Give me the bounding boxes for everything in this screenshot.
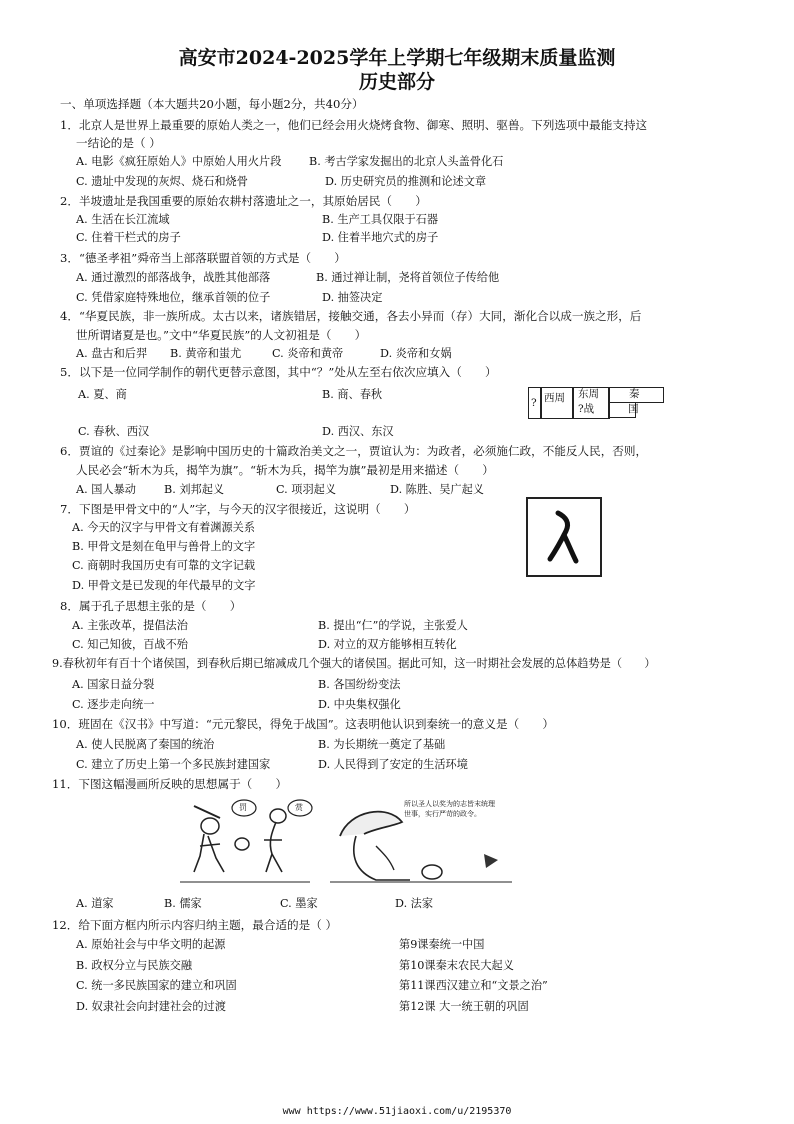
oracle-bone-ren-figure: [526, 497, 602, 577]
q9-option-d: D. 中央集权强化: [318, 698, 401, 711]
q11-option-a: A. 道家: [76, 897, 114, 910]
q4-option-c: C. 炎帝和黄帝: [272, 347, 344, 360]
q1-stem: 1．北京人是世界上最重要的原始人类之一，他们已经会用火烧烤食物、御寒、照明、驱兽。下列选项中最能支持这: [60, 118, 648, 132]
q3-option-c: C. 凭借家庭特殊地位，继承首领的位子: [76, 291, 271, 304]
q8-option-b: B. 提出“仁”的学说，主张爱人: [318, 619, 468, 632]
q11-option-b: B. 儒家: [164, 897, 202, 910]
q3-option-d: D. 抽签决定: [322, 291, 383, 304]
q4-option-b: B. 黄帝和蚩尤: [170, 347, 242, 360]
diagram-zhan-label: ?战: [578, 403, 595, 415]
q2-option-b: B. 生产工具仅限于石器: [322, 213, 439, 226]
legalist-cartoon: [180, 796, 512, 888]
q10-option-d: D. 人民得到了安定的生活环境: [318, 758, 468, 771]
q11-stem: 11．下图这幅漫画所反映的思想属于（ ）: [52, 777, 288, 791]
q8-option-a: A. 主张改革，提倡法治: [72, 619, 188, 632]
q5-option-c: C. 春秋、西汉: [78, 425, 150, 438]
q6-option-a: A. 国人暴动: [76, 483, 136, 496]
q12-stem: 12．给下面方框内所示内容归纳主题，最合适的是（ ）: [52, 918, 338, 932]
cartoon-caption-2: 世事，实行严苛的政令。: [404, 810, 481, 818]
q1-option-c: C. 遗址中发现的灰烬、烧石和烧骨: [76, 175, 248, 188]
q3-option-b: B. 通过禅让制，尧将首领位子传给他: [316, 271, 500, 284]
q1-option-a: A. 电影《疯狂原始人》中原始人用火片段: [76, 155, 282, 168]
diagram-guo-label: 国: [628, 403, 639, 415]
q6-stem-cont: 人民必会“斩木为兵，揭竿为旗”。“斩木为兵，揭竿为旗”最初是用来描述（ ）: [76, 463, 494, 477]
q6-stem: 6．贾谊的《过秦论》是影响中国历史的十篇政治美文之一，贾谊认为：为政者，必须施仁政，不能反人民，否则，: [60, 444, 648, 458]
q5-option-a: A. 夏、商: [78, 388, 127, 401]
q1-option-b: B. 考古学家发掘出的北京人头盖骨化石: [309, 155, 504, 168]
q2-option-a: A. 生活在长江流域: [76, 213, 170, 226]
q12-option-a: A. 原始社会与中华文明的起源: [76, 938, 226, 951]
q6-option-b: B. 刘邦起义: [164, 483, 225, 496]
q10-option-c: C. 建立了历史上第一个多民族封建国家: [76, 758, 271, 771]
oracle-ren-glyph-icon: [528, 499, 600, 575]
q4-option-d: D. 炎帝和女娲: [380, 347, 452, 360]
q12-box-item-3: 第11课西汉建立和“文景之治”: [399, 979, 548, 992]
dynasty-diagram: [528, 387, 663, 419]
q12-option-b: B. 政权分立与民族交融: [76, 959, 193, 972]
q12-box-item-4: 第12课 大一统王朝的巩固: [399, 1000, 529, 1013]
cartoon-caption-1: 所以圣人以奖为的志皆末统理: [404, 800, 495, 808]
q3-option-a: A. 通过激烈的部落战争，战胜其他部落: [76, 271, 271, 284]
q4-option-a: A. 盘古和后羿: [76, 347, 148, 360]
q6-option-d: D. 陈胜、吴广起义: [390, 483, 484, 496]
q6-option-c: C. 项羽起义: [276, 483, 337, 496]
q3-stem: 3．“德圣孝祖”舜帝当上部落联盟首领的方式是（ ）: [60, 251, 346, 265]
q1-stem-cont: 一结论的是（ ）: [76, 136, 161, 150]
q2-option-d: D. 住着半地穴式的房子: [322, 231, 439, 244]
q2-option-c: C. 住着干栏式的房子: [76, 231, 181, 244]
q9-option-b: B. 各国纷纷变法: [318, 678, 401, 691]
q9-option-c: C. 逐步走向统一: [72, 698, 155, 711]
q12-box-item-1: 第9课秦统一中国: [399, 938, 485, 951]
exam-title: 高安市2024-2025学年上学期七年级期末质量监测: [178, 47, 616, 69]
q7-option-a: A. 今天的汉字与甲骨文有着渊源关系: [72, 521, 256, 534]
q2-stem: 2．半坡遗址是我国重要的原始农耕村落遗址之一，其原始居民（ ）: [60, 194, 427, 208]
q7-option-d: D. 甲骨文是已发现的年代最早的文字: [72, 579, 256, 592]
q10-stem: 10．班固在《汉书》中写道：“元元黎民，得免于战国”。这表明他认识到秦统一的意义是（ ）: [52, 717, 554, 731]
q12-option-c: C. 统一多民族国家的建立和巩固: [76, 979, 237, 992]
bubble-shang-text: 赏: [295, 803, 303, 812]
q7-option-c: C. 商朝时我国历史有可靠的文字记载: [72, 559, 256, 572]
diagram-q1-label: ?: [531, 397, 537, 409]
q11-option-c: C. 墨家: [280, 897, 318, 910]
q10-option-b: B. 为长期统一奠定了基础: [318, 738, 446, 751]
q9-option-a: A. 国家日益分裂: [72, 678, 155, 691]
diagram-xizhou-label: 西周: [544, 392, 565, 404]
q9-stem: 9.春秋初年有百十个诸侯国，到春秋后期已缩减成几个强大的诸侯国。据此可知，这一时期社会发展的总体趋势是（ ）: [52, 657, 656, 670]
q5-option-d: D. 西汉、东汉: [322, 425, 394, 438]
q8-option-d: D. 对立的双方能够相互转化: [318, 638, 457, 651]
q12-box-item-2: 第10课秦末农民大起义: [399, 959, 514, 972]
exam-subtitle: 历史部分: [358, 71, 435, 93]
q8-stem: 8．属于孔子思想主张的是（ ）: [60, 599, 242, 613]
bubble-fa-text: 罚: [239, 803, 247, 812]
q8-option-c: C. 知己知彼，百战不殆: [72, 638, 188, 651]
q7-stem: 7．下图是甲骨文中的“人”字，与今天的汉字很接近，这说明（ ）: [60, 502, 416, 516]
q1-option-d: D. 历史研究员的推测和论述文章: [325, 175, 487, 188]
diagram-dongzhou-label: 东周: [578, 388, 599, 400]
section-heading: 一、单项选择题（本大题共20小题，每小题2分，共40分）: [60, 97, 364, 111]
q5-option-b: B. 商、春秋: [322, 388, 383, 401]
q5-stem: 5．以下是一位同学制作的朝代更替示意图，其中“？”处从左至右依次应填入（ ）: [60, 365, 497, 379]
footer-url[interactable]: www https://www.51jiaoxi.com/u/2195370: [282, 1106, 512, 1117]
q11-option-d: D. 法家: [395, 897, 434, 910]
q7-option-b: B. 甲骨文是刻在龟甲与兽骨上的文字: [72, 540, 256, 553]
q10-option-a: A. 使人民脱离了秦国的统治: [76, 738, 215, 751]
q12-option-d: D. 奴隶社会向封建社会的过渡: [76, 1000, 226, 1013]
q4-stem: 4．“华夏民族，非一族所成。太古以来，诸族错居，接触交通，各去小异而（存）大同，渐化合以成一族之形，后: [60, 309, 642, 323]
diagram-qin-label: 秦: [629, 388, 640, 400]
q4-stem-cont: 世所谓诸夏是也。”文中“华夏民族”的人文初祖是（ ）: [76, 328, 367, 342]
